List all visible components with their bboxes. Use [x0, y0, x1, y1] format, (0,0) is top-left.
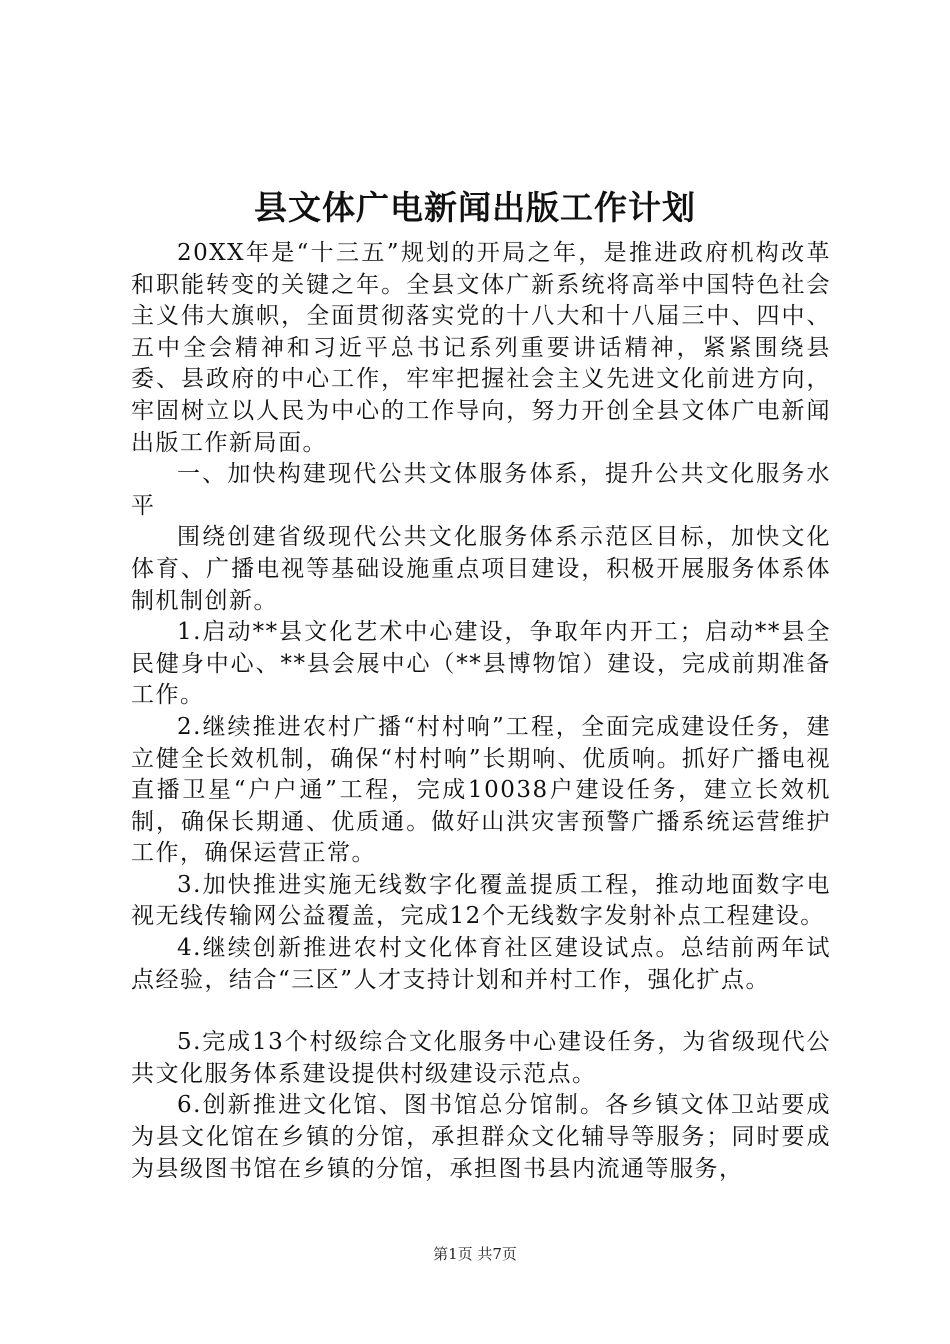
list-item-3: 3.加快推进实施无线数字化覆盖提质工程，推动地面数字电视无线传输网公益覆盖，完成12个无线数字发射补点工程建设。: [131, 871, 831, 930]
page-indicator: 第1页 共7页: [433, 1245, 517, 1263]
list-item-4: 4.继续创新推进农村文化体育社区建设试点。总结前两年试点经验，结合“三区”人才支持计划和并村工作，强化扩点。: [131, 935, 831, 993]
list-item-2: 2.继续推进农村广播“村村响”工程，全面完成建设任务，建立健全长效机制，确保“村村响”长期响、优质响。抓好广播电视直播卫星“户户通”工程，完成10038户建设任务，建立长效机制，确保长期通、优质通。做好山洪灾害预警广播系统运营维护工作，确保运营正常。: [131, 713, 831, 867]
document-body: [131, 238, 831, 1185]
list-item-6: 6.创新推进文化馆、图书馆总分馆制。各乡镇文体卫站要成为县文化馆在乡镇的分馆，承担群众文化辅导等服务；同时要成为县级图书馆在乡镇的分馆，承担图书县内流通等服务，: [131, 1092, 831, 1182]
list-item-5: 5.完成13个村级综合文化服务中心建设任务，为省级现代公共文化服务体系建设提供村级建设示范点。: [131, 1029, 831, 1087]
section-intro-paragraph: 围绕创建省级现代公共文化服务体系示范区目标，加快文化体育、广播电视等基础设施重点项目建设，积极开展服务体系体制机制创新。: [131, 524, 831, 614]
section-heading: 一、加快构建现代公共文体服务体系，提升公共文化服务水平: [131, 461, 831, 519]
intro-paragraph: 20XX年是“十三五”规划的开局之年，是推进政府机构改革和职能转变的关键之年。全县文体广新系统将高举中国特色社会主义伟大旗帜，全面贯彻落实党的十八大和十八届三中、四中、五中全会精神和习近平总书记系列重要讲话精神，紧紧围绕县委、县政府的中心工作，牢牢把握社会主义先进文化前进方向，牢固树立以人民为中心的工作导向，努力开创全县文体广电新闻出版工作新局面。: [131, 240, 831, 456]
list-item-1: 1.启动**县文化艺术中心建设，争取年内开工；启动**县全民健身中心、**县会展中心（**县博物馆）建设，完成前期准备工作。: [131, 619, 831, 709]
document-title: 县文体广电新闻出版工作计划: [254, 188, 696, 227]
